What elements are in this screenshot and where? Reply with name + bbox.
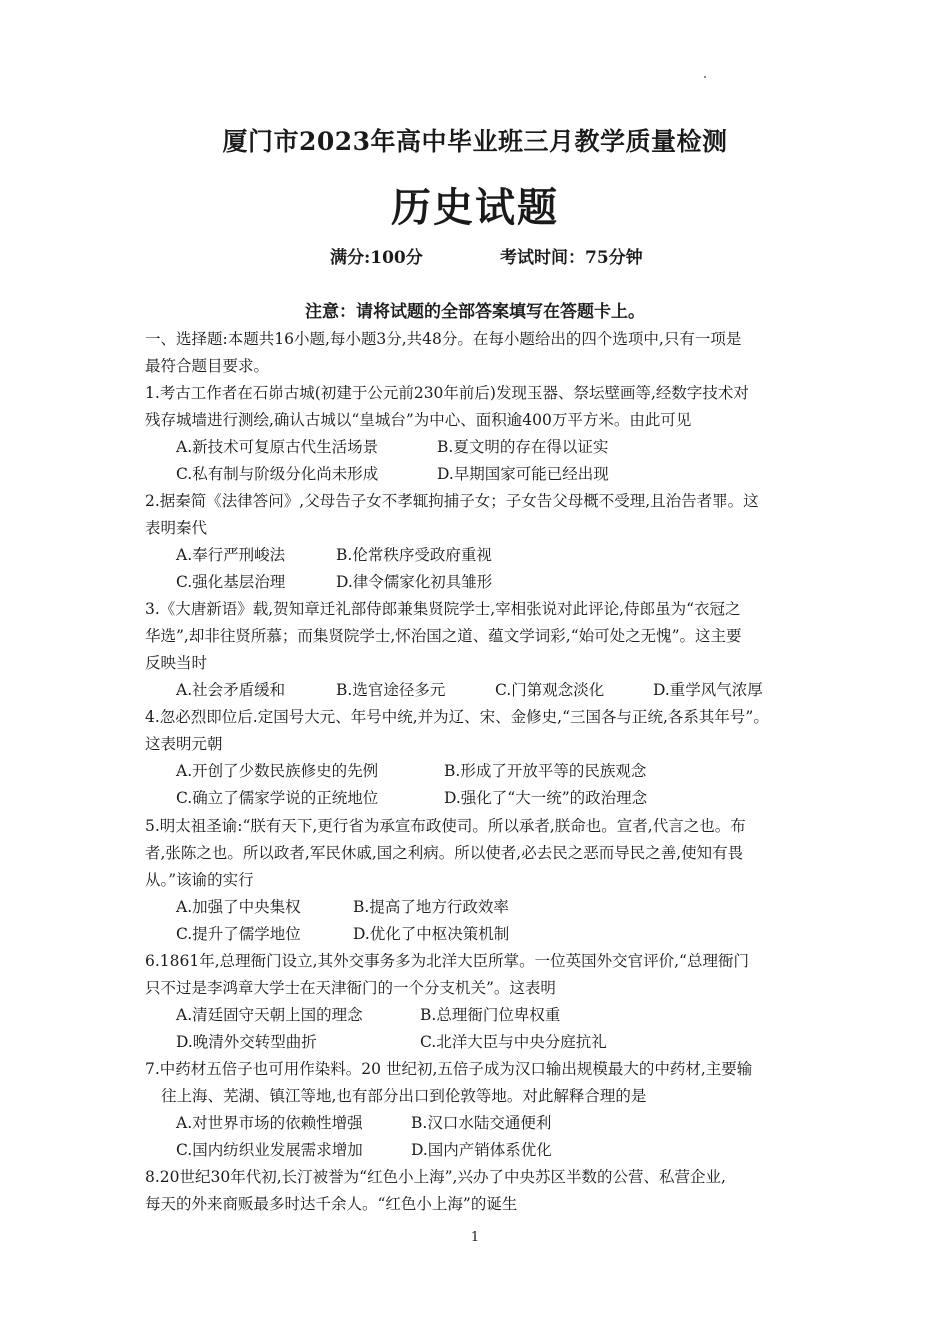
option-d: D.律令儒家化初具雏形 [336, 573, 493, 591]
notice: 注意：请将试题的全部答案填写在答题卡上。 [305, 302, 645, 322]
option-d: D.国内产销体系优化 [411, 1141, 552, 1159]
question-text: 表明秦代 [145, 519, 208, 537]
option-c: C.强化基层治理 [176, 573, 286, 591]
scan-dot [704, 76, 706, 78]
question-text: 6.1861年,总理衙门设立,其外交事务多为北洋大臣所掌。一位英国外交官评价,“总理衙门 [145, 952, 749, 970]
question-text: 反映当时 [145, 654, 208, 672]
option-c: C.提升了儒学地位 [176, 925, 301, 943]
option-a: A.加强了中央集权 [176, 898, 301, 916]
option-d: D.晚清外交转型曲折 [176, 1033, 317, 1051]
option-a: A.新技术可复原古代生活场景 [176, 438, 379, 456]
option-c: C.门第观念淡化 [495, 681, 605, 699]
question-text: 残存城墙进行测绘,确认古城以“皇城台”为中心、面积逾400万平方米。由此可见 [145, 411, 692, 429]
question-text: 1.考古工作者在石峁古城(初建于公元前230年前后)发现玉器、祭坛壁画等,经数字技术对 [145, 384, 749, 402]
option-a: A.奉行严刑峻法 [176, 546, 286, 564]
option-b: B.伦常秩序受政府重视 [336, 546, 492, 564]
exam-title: 厦门市2023年高中毕业班三月教学质量检测 [222, 127, 728, 156]
option-b: B.形成了开放平等的民族观念 [444, 762, 647, 780]
question-text: 5.明太祖圣谕:“朕有天下,更行省为承宣布政使司。所以承者,朕命也。宣者,代言之也。布 [145, 817, 746, 835]
option-b: B.选官途径多元 [336, 681, 446, 699]
option-b: B.提高了地方行政效率 [353, 898, 509, 916]
option-c: C.确立了儒家学说的正统地位 [176, 789, 379, 807]
question-text: 7.中药材五倍子也可用作染料。20 世纪初,五倍子成为汉口输出规模最大的中药材,主要输 [145, 1060, 753, 1078]
section-intro: 一、选择题:本题共16小题,每小题3分,共48分。在每小题给出的四个选项中,只有一项是 [145, 330, 742, 348]
question-text: 8.20世纪30年代初,长汀被誉为“红色小上海”,兴办了中央苏区半数的公营、私营企业, [145, 1168, 726, 1186]
question-text: 4.忽必烈即位后.定国号大元、年号中统,并为辽、宋、金修史,“三国各与正统,各系其年号”。 [145, 708, 769, 726]
page-number: 1 [470, 1230, 480, 1245]
exam-time: 考试时间：75分钟 [500, 248, 643, 268]
option-a: A.社会矛盾缓和 [176, 681, 286, 699]
subject-title: 历史试题 [391, 184, 559, 231]
option-a: A.清廷固守天朝上国的理念 [176, 1006, 363, 1024]
question-text: 3.《大唐新语》载,贺知章迁礼部侍郎兼集贤院学士,宰相张说对此评论,侍郎虽为“衣冠之 [145, 600, 741, 618]
option-b: B.夏文明的存在得以证实 [437, 438, 609, 456]
question-text: 从。”该谕的实行 [145, 871, 254, 889]
section-intro: 最符合题目要求。 [145, 357, 270, 375]
full-score: 满分:100分 [330, 248, 423, 268]
option-d: D.强化了“大一统”的政治理念 [444, 789, 648, 807]
question-text: 每天的外来商贩最多时达千余人。“红色小上海”的诞生 [145, 1195, 518, 1213]
option-d: D.优化了中枢决策机制 [353, 925, 510, 943]
question-text: 2.据秦简《法律答问》,父母告子女不孝辄拘捕子女；子女告父母概不受理,且治告者罪。这 [145, 492, 759, 510]
question-text: 华选”,却非往贤所慕；而集贤院学士,怀治国之道、蕴文学词彩,“始可处之无愧”。这主要 [145, 627, 742, 645]
option-c: C.北洋大臣与中央分庭抗礼 [420, 1033, 607, 1051]
option-a: A.开创了少数民族修史的先例 [176, 762, 379, 780]
question-text: 只不过是李鸿章大学士在天津衙门的一个分支机关”。这表明 [145, 979, 556, 997]
option-a: A.对世界市场的依赖性增强 [176, 1114, 363, 1132]
option-c: C.国内纺织业发展需求增加 [176, 1141, 363, 1159]
question-text: 这表明元朝 [145, 735, 223, 753]
option-b: B.总理衙门位卑权重 [420, 1006, 561, 1024]
question-text: 往上海、芜湖、镇江等地,也有部分出口到伦敦等地。对此解释合理的是 [161, 1087, 647, 1105]
option-d: D.早期国家可能已经出现 [437, 465, 609, 483]
option-c: C.私有制与阶级分化尚未形成 [176, 465, 379, 483]
option-d: D.重学风气浓厚 [653, 681, 763, 699]
question-text: 者,张陈之也。所以政者,军民休戚,国之利病。所以使者,必去民之恶而导民之善,使知有畏 [145, 844, 744, 862]
option-b: B.汉口水陆交通便利 [411, 1114, 552, 1132]
